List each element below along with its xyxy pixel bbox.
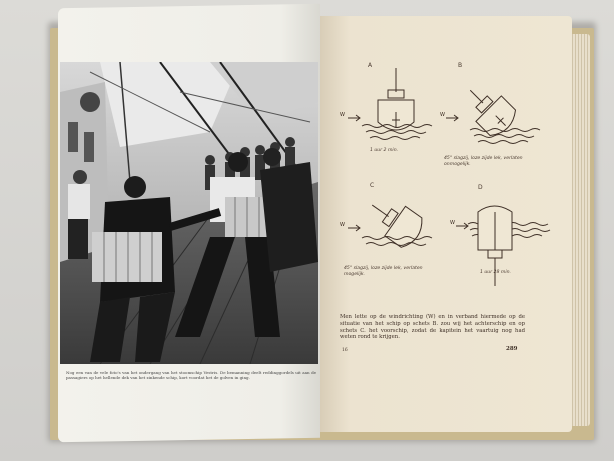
ship-capsized-icon bbox=[450, 190, 560, 300]
page-marker: 16 bbox=[342, 348, 348, 353]
diagram-letter: D bbox=[478, 184, 483, 191]
ship-capsizing-icon bbox=[340, 180, 460, 270]
wind-label: W bbox=[340, 112, 345, 118]
diagram-d bbox=[450, 184, 560, 310]
diagram-c bbox=[340, 180, 460, 300]
ship-upright-icon bbox=[340, 60, 450, 160]
diagram-a bbox=[340, 60, 450, 180]
photo-caption: Nog een van de vele foto's van het ondergang van het stoomschip Vestris. De bemanning deelt reddinggordels uit aan de passagiers op het hellende dek van het zinkende schip, kort voordat het de golven in ging. bbox=[66, 370, 316, 380]
ship-listing-icon bbox=[440, 60, 560, 160]
diagram-caption: 1 uur 2 min. bbox=[370, 148, 399, 153]
diagram-caption: 45° slagzij, loze zijde lek, verlaten onmogelijk. bbox=[444, 156, 523, 167]
wind-label: W bbox=[440, 112, 445, 118]
ship-deck-photo bbox=[60, 62, 318, 364]
right-page-body: Men lette op de windrichting (W) en in verband hiermede op de situatie van het schip op schets B. zou wij het achterschip en op schets C. het voorschip, zodat de kapitein het vaartuig nog had weten rond te krijgen. bbox=[340, 314, 525, 341]
page-edges bbox=[570, 34, 590, 426]
diagram-letter: B bbox=[458, 62, 463, 69]
diagram-letter: C bbox=[370, 182, 375, 189]
wind-label: W bbox=[340, 222, 345, 228]
diagram-b bbox=[440, 60, 560, 190]
diagram-caption: 45° slagzij, loze zijde lek, verlaten mogelijk. bbox=[344, 266, 423, 277]
wind-label: W bbox=[450, 220, 455, 226]
diagram-letter: A bbox=[368, 62, 373, 69]
page-number: 289 bbox=[506, 346, 518, 352]
diagram-caption: 1 uur 28 min. bbox=[480, 270, 511, 275]
